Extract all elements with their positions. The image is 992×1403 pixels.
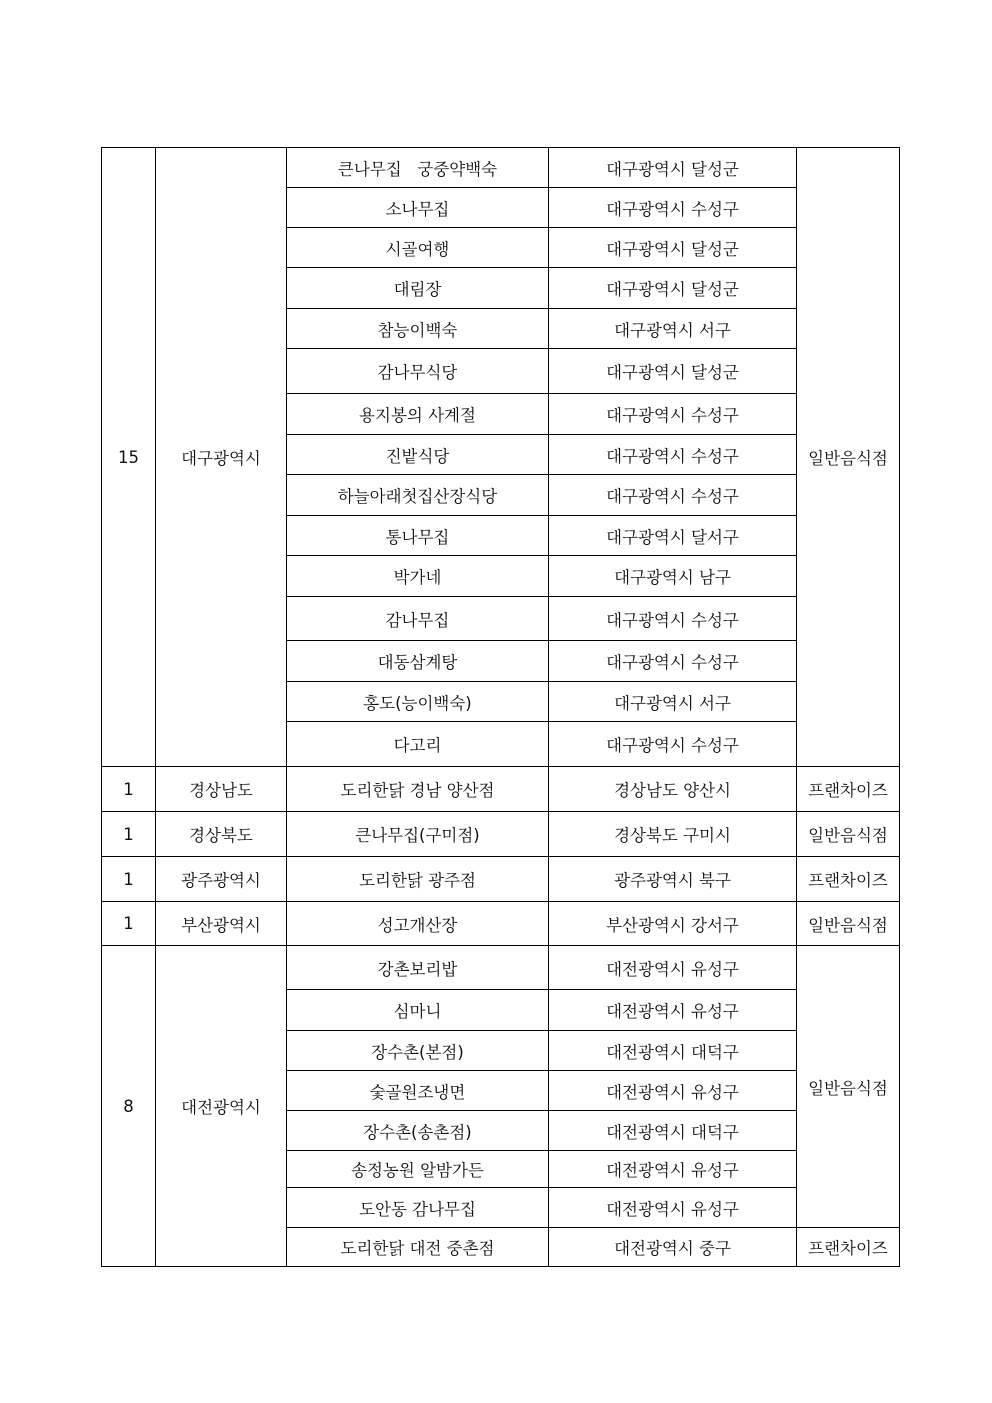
region-cell: 광주광역시 bbox=[156, 857, 287, 902]
table-row bbox=[102, 946, 900, 990]
restaurant-name-cell: 큰나무집(구미점) bbox=[287, 812, 549, 857]
restaurant-name-cell: 송정농원 알밤가든 bbox=[287, 1151, 549, 1188]
restaurant-name-cell: 강촌보리밥 bbox=[287, 946, 549, 990]
count-cell: 1 bbox=[102, 902, 156, 946]
address-cell: 대구광역시 서구 bbox=[549, 309, 797, 349]
restaurant-name-cell: 성고개산장 bbox=[287, 902, 549, 946]
address-cell: 대전광역시 대덕구 bbox=[549, 1031, 797, 1071]
table-row bbox=[102, 857, 900, 902]
table-body bbox=[102, 148, 900, 1267]
address-cell: 대전광역시 유성구 bbox=[549, 990, 797, 1031]
restaurant-name-cell: 장수촌(본점) bbox=[287, 1031, 549, 1071]
address-cell: 대구광역시 수성구 bbox=[549, 188, 797, 228]
restaurant-name-cell: 도리한닭 대전 중촌점 bbox=[287, 1228, 549, 1267]
region-cell: 경상남도 bbox=[156, 767, 287, 812]
address-cell: 부산광역시 강서구 bbox=[549, 902, 797, 946]
address-cell: 대전광역시 유성구 bbox=[549, 1071, 797, 1111]
restaurant-name-cell: 감나무식당 bbox=[287, 349, 549, 394]
address-cell: 대구광역시 서구 bbox=[549, 682, 797, 722]
business-type-cell: 일반음식점 bbox=[797, 946, 900, 1228]
restaurant-name-cell: 시골여행 bbox=[287, 228, 549, 268]
count-cell: 15 bbox=[102, 148, 156, 767]
address-cell: 광주광역시 북구 bbox=[549, 857, 797, 902]
address-cell: 대구광역시 남구 bbox=[549, 556, 797, 597]
restaurant-list-table bbox=[101, 147, 900, 1267]
address-cell: 대구광역시 수성구 bbox=[549, 597, 797, 641]
restaurant-name-cell: 감나무집 bbox=[287, 597, 549, 641]
table-row bbox=[102, 902, 900, 946]
restaurant-name-cell: 큰나무집 궁중약백숙 bbox=[287, 148, 549, 188]
restaurant-name-cell: 박가네 bbox=[287, 556, 549, 597]
business-type-cell: 일반음식점 bbox=[797, 902, 900, 946]
restaurant-name-cell: 홍도(능이백숙) bbox=[287, 682, 549, 722]
count-cell: 1 bbox=[102, 767, 156, 812]
restaurant-name-cell: 도리한닭 광주점 bbox=[287, 857, 549, 902]
address-cell: 대전광역시 중구 bbox=[549, 1228, 797, 1267]
restaurant-name-cell: 숯골원조냉면 bbox=[287, 1071, 549, 1111]
restaurant-name-cell: 참능이백숙 bbox=[287, 309, 549, 349]
address-cell: 경상북도 구미시 bbox=[549, 812, 797, 857]
region-cell: 대구광역시 bbox=[156, 148, 287, 767]
restaurant-name-cell: 대림장 bbox=[287, 268, 549, 309]
table-row bbox=[102, 812, 900, 857]
address-cell: 대구광역시 수성구 bbox=[549, 435, 797, 475]
address-cell: 대전광역시 대덕구 bbox=[549, 1111, 797, 1151]
restaurant-name-cell: 도리한닭 경남 양산점 bbox=[287, 767, 549, 812]
restaurant-name-cell: 장수촌(송촌점) bbox=[287, 1111, 549, 1151]
count-cell: 8 bbox=[102, 946, 156, 1267]
restaurant-name-cell: 하늘아래첫집산장식당 bbox=[287, 475, 549, 516]
address-cell: 대구광역시 달성군 bbox=[549, 148, 797, 188]
business-type-cell: 프랜차이즈 bbox=[797, 1228, 900, 1267]
business-type-cell: 프랜차이즈 bbox=[797, 767, 900, 812]
region-cell: 대전광역시 bbox=[156, 946, 287, 1267]
restaurant-name-cell: 소나무집 bbox=[287, 188, 549, 228]
count-cell: 1 bbox=[102, 812, 156, 857]
address-cell: 경상남도 양산시 bbox=[549, 767, 797, 812]
business-type-cell: 일반음식점 bbox=[797, 812, 900, 857]
restaurant-name-cell: 도안동 감나무집 bbox=[287, 1188, 549, 1228]
restaurant-name-cell: 심마니 bbox=[287, 990, 549, 1031]
address-cell: 대구광역시 수성구 bbox=[549, 475, 797, 516]
region-cell: 부산광역시 bbox=[156, 902, 287, 946]
address-cell: 대전광역시 유성구 bbox=[549, 1151, 797, 1188]
business-type-cell: 일반음식점 bbox=[797, 148, 900, 767]
address-cell: 대구광역시 수성구 bbox=[549, 641, 797, 682]
business-type-cell: 프랜차이즈 bbox=[797, 857, 900, 902]
address-cell: 대구광역시 달서구 bbox=[549, 516, 797, 556]
address-cell: 대구광역시 달성군 bbox=[549, 268, 797, 309]
address-cell: 대구광역시 수성구 bbox=[549, 722, 797, 767]
region-cell: 경상북도 bbox=[156, 812, 287, 857]
address-cell: 대구광역시 달성군 bbox=[549, 228, 797, 268]
address-cell: 대전광역시 유성구 bbox=[549, 1188, 797, 1228]
restaurant-name-cell: 통나무집 bbox=[287, 516, 549, 556]
restaurant-name-cell: 진밭식당 bbox=[287, 435, 549, 475]
address-cell: 대전광역시 유성구 bbox=[549, 946, 797, 990]
restaurant-name-cell: 대동삼계탕 bbox=[287, 641, 549, 682]
restaurant-name-cell: 용지봉의 사계절 bbox=[287, 394, 549, 435]
table-row bbox=[102, 148, 900, 188]
address-cell: 대구광역시 달성군 bbox=[549, 349, 797, 394]
count-cell: 1 bbox=[102, 857, 156, 902]
restaurant-name-cell: 다고리 bbox=[287, 722, 549, 767]
table-row bbox=[102, 767, 900, 812]
address-cell: 대구광역시 수성구 bbox=[549, 394, 797, 435]
